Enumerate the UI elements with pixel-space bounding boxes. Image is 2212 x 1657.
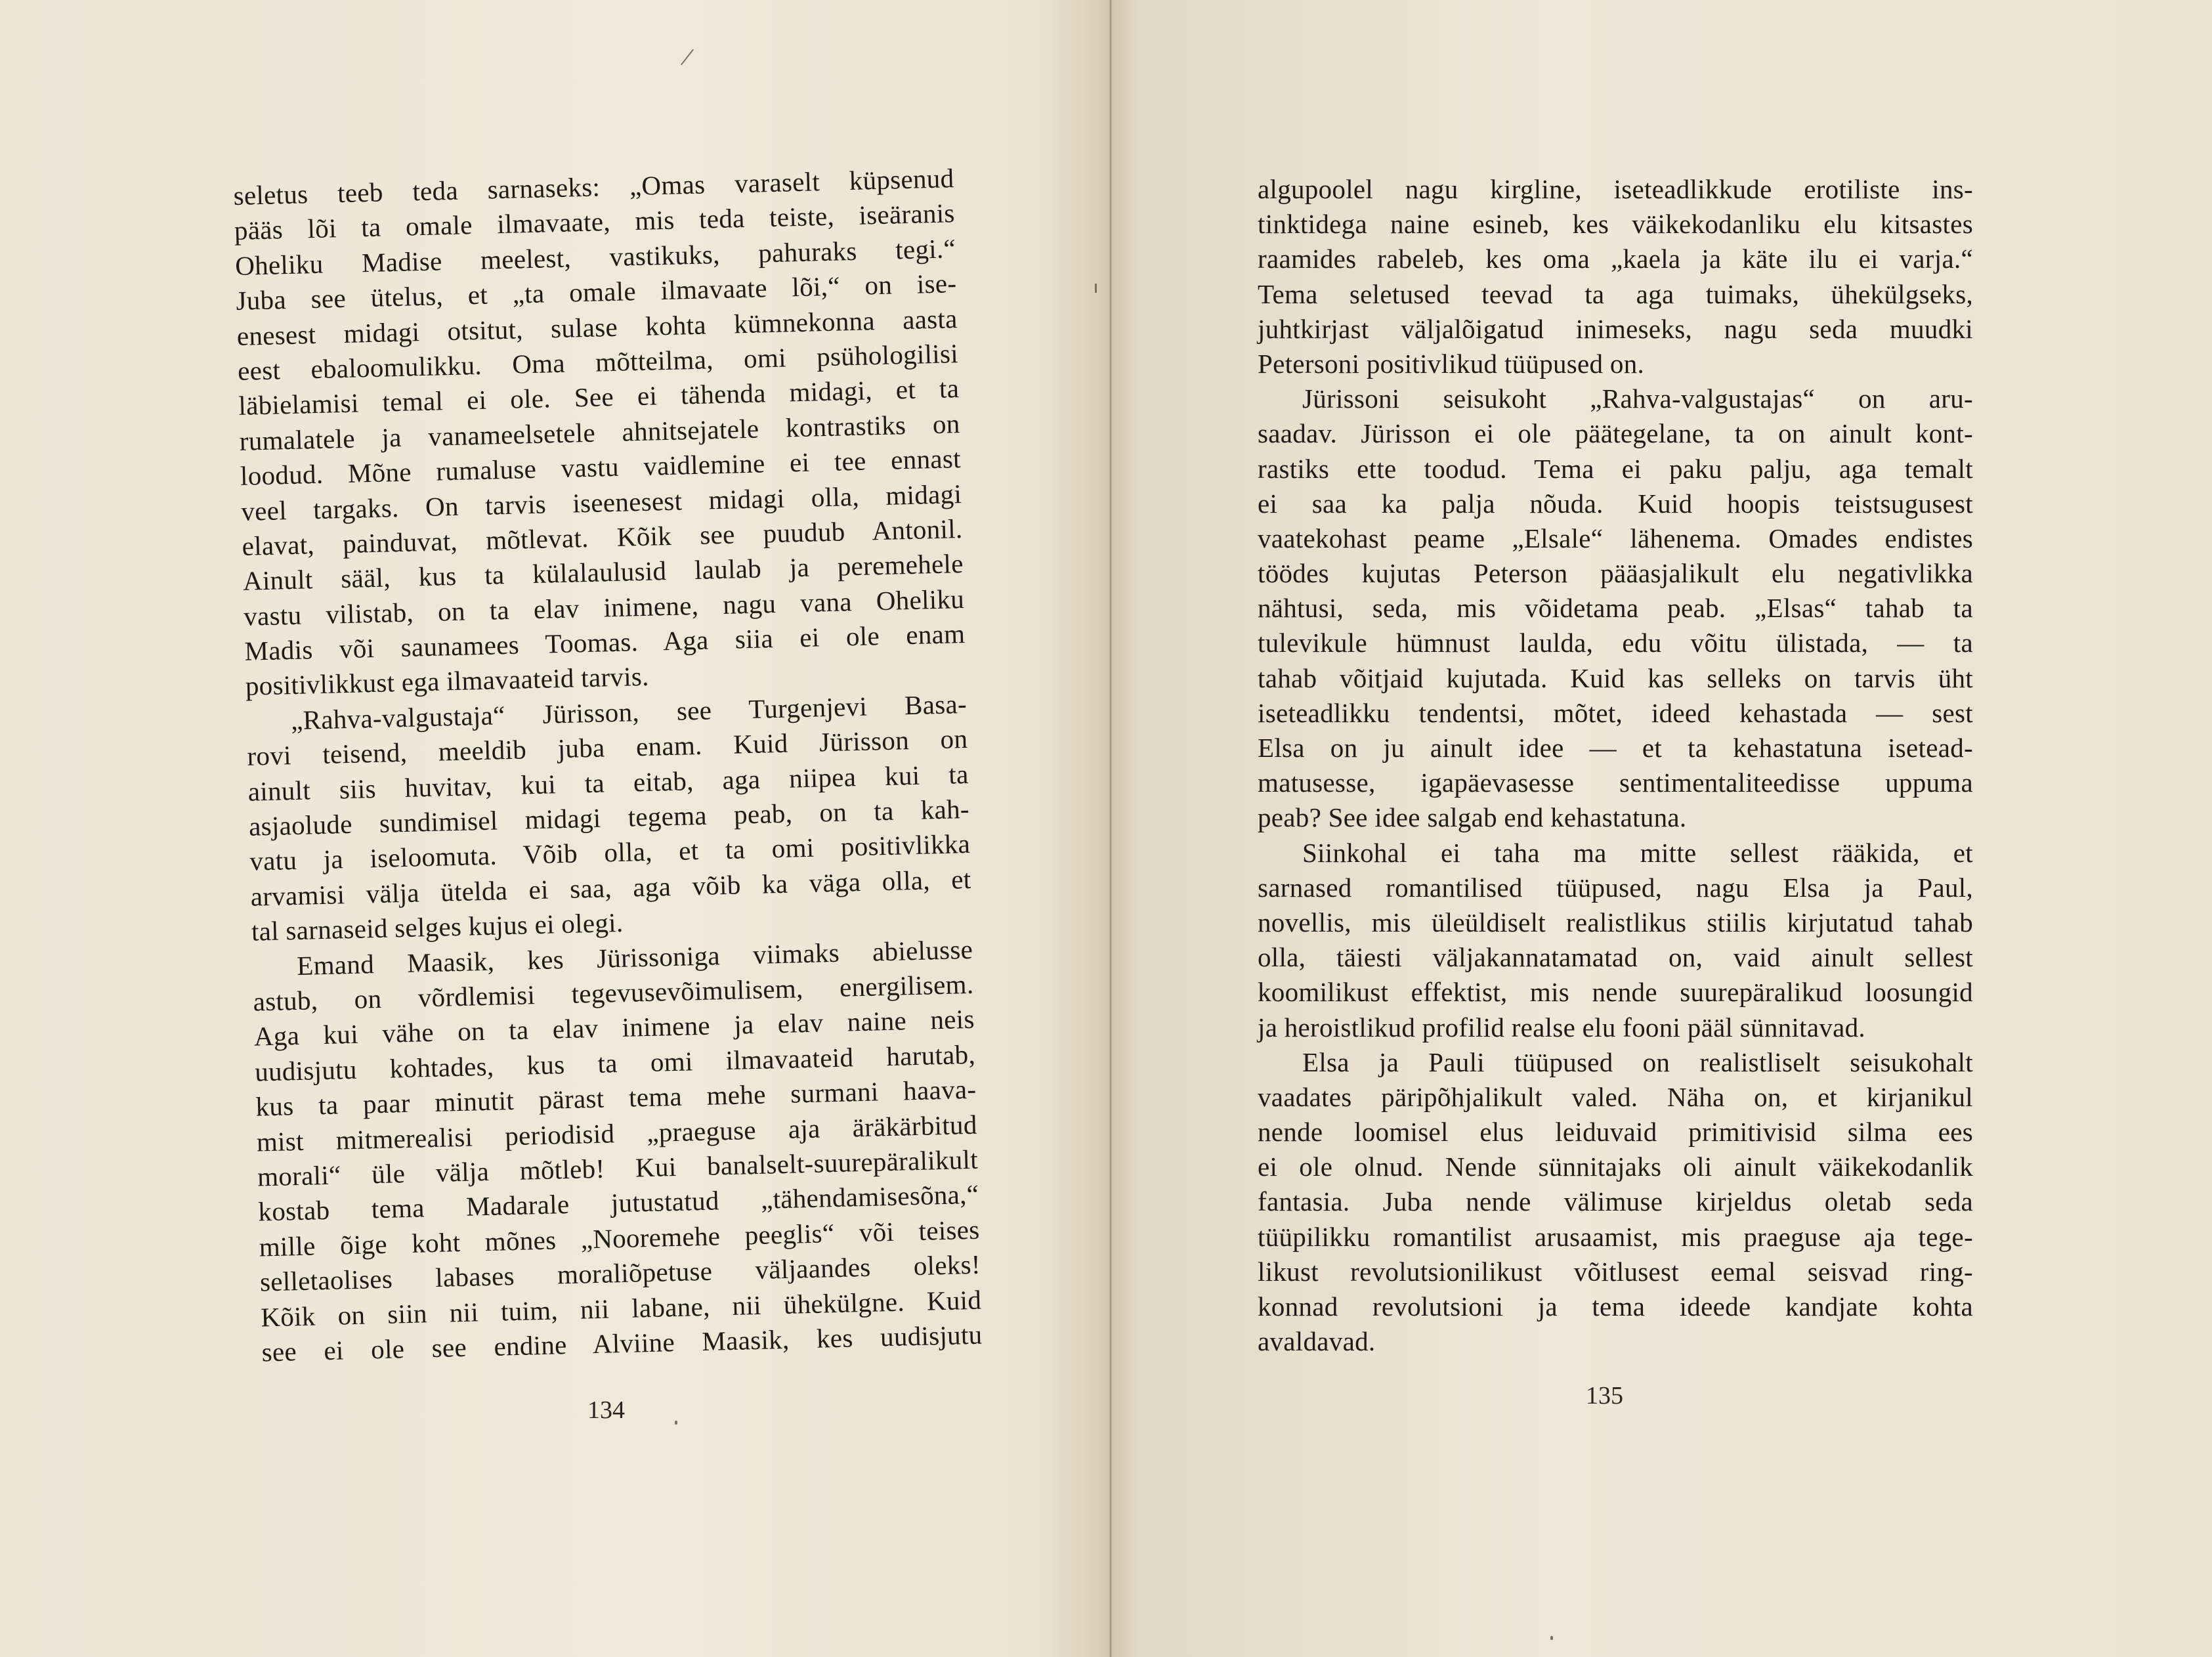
- text-line: tüüpilikku romantilist arusaamist, mis praeguse aja tege-: [1258, 1221, 1973, 1252]
- text-line: matusesse, igapäevasesse sentimentaliteedisse uppuma: [1258, 767, 1973, 798]
- ink-speck: [1550, 1636, 1553, 1640]
- text-line: morali“ üle välja mõtleb! Kui banalselt-suurepäralikult: [257, 1144, 979, 1192]
- text-line: avaldavad.: [1258, 1326, 1376, 1357]
- text-line: läbielamisi temal ei ole. See ei tähenda midagi, et ta: [238, 373, 960, 421]
- text-line: Ainult sääl, kus ta külalaulusid laulab ja peremehele: [242, 548, 964, 597]
- text-line: see ei ole see endine Alviine Maasik, kes uudisjutu: [261, 1319, 983, 1367]
- text-line: vaadates päripõhjalikult valed. Näha on, et kirjanikul: [1258, 1081, 1973, 1112]
- page-number-right: 135: [1586, 1382, 1623, 1410]
- text-line: ainult siis huvitav, kui ta eitab, aga niipea kui ta: [247, 758, 969, 807]
- text-line: kostab tema Madarale jutustatud „tähendamisesõna,“: [257, 1179, 979, 1227]
- text-line: vastu vilistab, on ta elav inimene, nagu vana Oheliku: [243, 583, 965, 632]
- right-page: [1113, 0, 2212, 1657]
- text-line: Petersoni positivlikud tüüpused on.: [1258, 348, 1645, 379]
- text-line: raamides rabeleb, kes oma „kaela ja käte ilu ei varja.“: [1258, 244, 1973, 274]
- text-line: elavat, painduvat, mõtlevat. Kõik see puudub Antonil.: [242, 513, 963, 561]
- text-line: rumalatele ja vanameelsetele ahnitsejatele kontrastiks on: [239, 408, 961, 456]
- text-line: koomilikust effektist, mis nende suurepäralikud loosungid: [1258, 977, 1973, 1008]
- text-line: nähtusi, seda, mis võidetama peab. „Elsas“ tahab ta: [1258, 593, 1973, 624]
- text-line: konnad revolutsioni ja tema ideede kandjate kohta: [1258, 1291, 1973, 1322]
- text-line: Madis või saunamees Toomas. Aga siia ei ole enam: [244, 618, 966, 666]
- text-line: fantasia. Juba nende välimuse kirjeldus oletab seda: [1258, 1186, 1973, 1217]
- text-line: Juba see ütelus, et „ta omale ilmavaate lõi,“ on ise-: [235, 268, 957, 316]
- text-line: kus ta paar minutit pärast tema mehe surmani haava-: [255, 1073, 977, 1122]
- text-line: rastiks ette toodud. Tema ei paku palju, aga temalt: [1258, 453, 1973, 484]
- text-line: ei ole olnud. Nende sünnitajaks oli ainult väikekodanlik: [1258, 1151, 1973, 1182]
- text-line: enesest midagi otsitut, sulase kohta kümnekonna aasta: [236, 303, 958, 351]
- text-line: loodud. Mõne rumaluse vastu vaidlemine ei tee ennast: [240, 443, 962, 491]
- text-line: nende loomisel elus leiduvaid primitivisid silma ees: [1258, 1117, 1973, 1148]
- ink-speck: [1095, 284, 1097, 293]
- text-line: juhtkirjast väljalõigatud inimeseks, nagu seda muudki: [1258, 313, 1973, 344]
- text-line: Tema seletused teevad ta aga tuimaks, ühekülgseks,: [1258, 278, 1973, 309]
- text-line: tal sarnaseid selges kujus ei olegi.: [251, 907, 624, 947]
- text-line: Elsa ja Pauli tüüpused on realistliselt seisukohalt: [1302, 1046, 1973, 1077]
- text-line: sarnased romantilised tüüpused, nagu Elsa ja Paul,: [1258, 872, 1973, 903]
- text-line: tinktidega naine esineb, kes väikekodanliku elu kitsastes: [1258, 209, 1973, 240]
- text-line: algupoolel nagu kirgline, iseteadlikkude erotiliste ins-: [1258, 174, 1973, 204]
- text-line: Aga kui vähe on ta elav inimene ja elav naine neis: [253, 1004, 975, 1052]
- text-line: seletus teeb teda sarnaseks: „Omas varaselt küpsenud: [233, 163, 954, 211]
- text-line: tahab võitjaid kujutada. Kuid kas selleks on tarvis üht: [1258, 662, 1973, 693]
- text-line: mille õige koht mõnes „Nooremehe peeglis“ või teises: [259, 1214, 981, 1262]
- text-line: likust revolutsionilikust võitlusest eemal seisvad ring-: [1258, 1256, 1973, 1287]
- text-line: vatu ja iseloomuta. Võib olla, et ta omi positivlikka: [249, 828, 971, 877]
- text-line: arvamisi välja ütelda ei saa, aga võib ka väga olla, et: [250, 863, 971, 912]
- text-line: vaatekohast peame „Elsale“ lähenema. Omades endistes: [1258, 523, 1973, 553]
- text-line: peab? See idee salgab end kehastatuna.: [1258, 802, 1687, 833]
- text-line: astub, on võrdlemisi tegevusevõimulisem, energilisem.: [253, 968, 974, 1017]
- book-gutter: [1109, 0, 1112, 1657]
- text-line: eest ebaloomulikku. Oma mõtteilma, omi psühologilisi: [237, 338, 959, 386]
- text-line: olla, täiesti väljakannatamatad on, vaid ainult sellest: [1258, 942, 1973, 973]
- text-line: ja heroistlikud profilid realse elu fooni pääl sünnitavad.: [1258, 1012, 1865, 1043]
- text-line: saadav. Jürisson ei ole päätegelane, ta on ainult kont-: [1258, 418, 1973, 449]
- text-line: positivlikkust ega ilmavaateid tarvis.: [245, 661, 650, 702]
- right-page-text: [1258, 172, 1973, 1359]
- text-line: pääs lõi ta omale ilmavaate, mis teda teiste, iseäranis: [234, 198, 956, 246]
- text-line: veel targaks. On tarvis iseenesest midagi olla, midagi: [240, 478, 962, 527]
- ink-speck: [675, 1421, 677, 1425]
- text-line: novellis, mis üleüldiselt realistlikus stiilis kirjutatud tahab: [1258, 907, 1973, 937]
- text-line: Elsa on ju ainult idee — et ta kehastatuna isetead-: [1258, 733, 1973, 763]
- text-line: Oheliku Madise meelest, vastikuks, pahuraks tegi.“: [234, 232, 956, 281]
- text-line: mist mitmerealisi periodisid „praeguse aja äräkärbitud: [256, 1109, 978, 1157]
- text-line: ei saa ka palja nõuda. Kuid hoopis teistsugusest: [1258, 488, 1973, 519]
- left-page-text: [233, 161, 983, 1370]
- text-line: iseteadlikku tendentsi, mõtet, ideed kehastada — sest: [1258, 697, 1973, 728]
- text-line: Siinkohal ei taha ma mitte sellest rääkida, et: [1302, 837, 1973, 868]
- page-number-left: 134: [587, 1396, 625, 1424]
- text-line: töödes kujutas Peterson pääasjalikult elu negativlikka: [1258, 558, 1973, 589]
- text-line: Emand Maasik, kes Jürissoniga viimaks abielusse: [296, 934, 973, 981]
- text-line: rovi teisend, meeldib juba enam. Kuid Jürisson on: [246, 723, 968, 771]
- text-line: uudisjutu kohtades, kus ta omi ilmavaateid harutab,: [254, 1039, 976, 1087]
- text-line: Kõik on siin nii tuim, nii labane, nii ühekülgne. Kuid: [260, 1284, 982, 1332]
- text-line: asjaolude sundimisel midagi tegema peab, on ta kah-: [248, 793, 970, 842]
- text-line: Jürissoni seisukoht „Rahva-valgustajas“ on aru-: [1302, 383, 1973, 414]
- text-line: tulevikule hümnust laulda, edu võitu ülistada, — ta: [1258, 628, 1973, 658]
- text-line: „Rahva-valgustaja“ Jürisson, see Turgenjevi Basa-: [290, 688, 968, 735]
- text-line: selletaolises labases moraliõpetuse väljaandes oleks!: [259, 1249, 981, 1297]
